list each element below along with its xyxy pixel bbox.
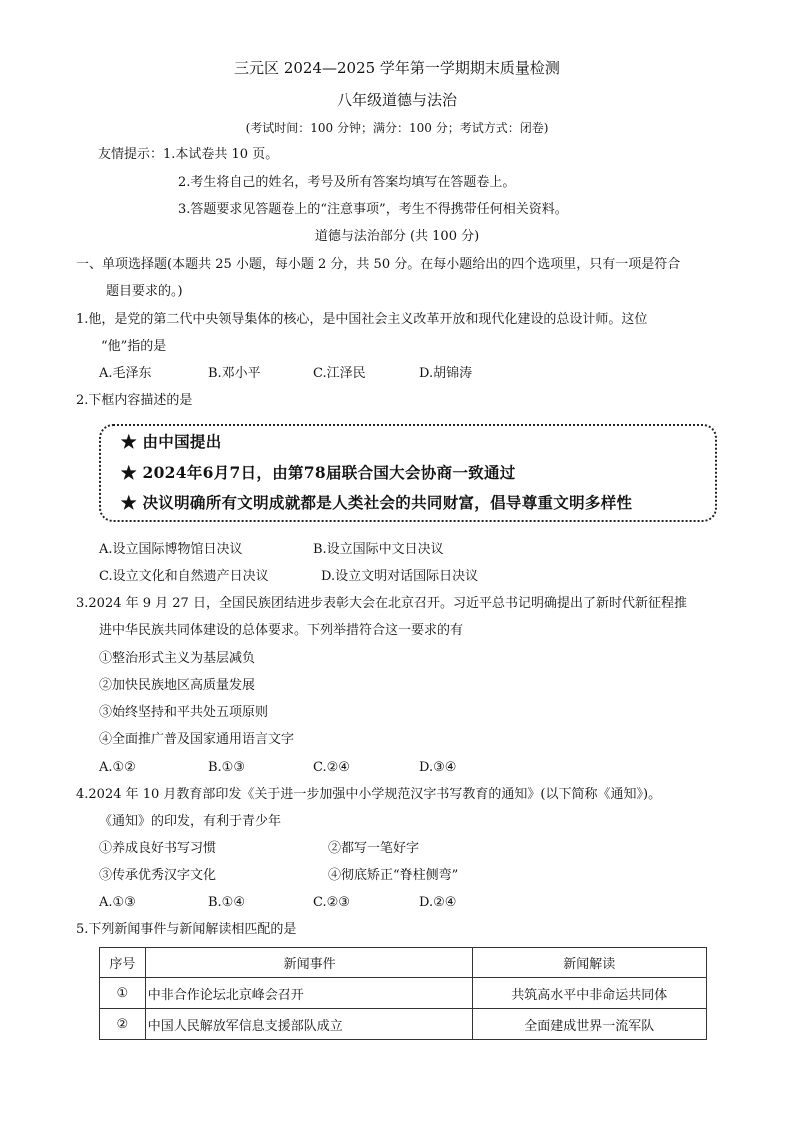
q5-news-table: [99, 947, 707, 1040]
notes-item3: 3.答题要求见答题卷上的“注意事项”，考生不得携带任何相关资料。: [178, 202, 568, 217]
q1-stem: 1.他，是党的第二代中央领导集体的核心，是中国社会主义改革开放和现代化建设的总设计师。这位: [76, 312, 648, 327]
table-header-row: [100, 948, 707, 978]
table-row: [100, 1009, 707, 1040]
q4-item-3: ③传承优秀汉字文化: [99, 868, 217, 883]
q3-option-b: B.①③: [208, 760, 245, 775]
q2-option-c: C.设立文化和自然遗产日决议: [99, 569, 269, 584]
q3-item-4: ④全面推广普及国家通用语言文字: [99, 732, 295, 747]
table-cell-index: ①: [100, 978, 146, 1009]
part-title: 道德与法治部分 (共 100 分): [314, 229, 480, 244]
q2-stem: 2.下框内容描述的是: [76, 393, 193, 408]
q1-option-a: A.毛泽东: [99, 366, 152, 381]
q2-box-line-1: ★ 由中国提出: [121, 432, 222, 451]
exam-title: 三元区 2024—2025 学年第一学期期末质量检测: [234, 59, 560, 77]
q1-option-b: B.邓小平: [208, 366, 261, 381]
q3-option-d: D.③④: [419, 760, 457, 775]
q2-option-b: B.设立国际中文日决议: [313, 542, 444, 557]
q3-item-1: ①整治形式主义为基层减负: [99, 651, 256, 666]
table-header-event: 新闻事件: [145, 948, 472, 978]
q3-option-c: C.②④: [313, 760, 350, 775]
exam-subject: 八年级道德与法治: [336, 91, 457, 109]
q4-stem-cont: 《通知》的印发，有利于青少年: [99, 814, 282, 829]
q2-option-a: A.设立国际博物馆日决议: [99, 542, 243, 557]
table-cell-interpretation: 共筑高水平中非命运共同体: [472, 978, 706, 1009]
table-cell-event: 中非合作论坛北京峰会召开: [145, 978, 472, 1009]
q4-option-a: A.①③: [99, 895, 136, 910]
q4-option-d: D.②④: [419, 895, 457, 910]
q1-option-d: D.胡锦涛: [419, 366, 473, 381]
q2-info-box: [99, 424, 717, 522]
q2-option-d: D.设立文明对话国际日决议: [321, 569, 479, 584]
table-header-interpretation: 新闻解读: [472, 948, 706, 978]
q4-item-4: ④彻底矫正“脊柱侧弯”: [328, 868, 459, 883]
q3-stem: 3.2024 年 9 月 27 日，全国民族团结进步表彰大会在北京召开。习近平总书记明确提出了新时代新征程推: [76, 596, 687, 611]
q4-item-2: ②都写一笔好字: [328, 841, 420, 856]
table-cell-event: 中国人民解放军信息支援部队成立: [145, 1009, 472, 1040]
q3-stem-cont: 进中华民族共同体建设的总体要求。下列举措符合这一要求的有: [99, 623, 464, 638]
q5-stem: 5.下列新闻事件与新闻解读相匹配的是: [76, 922, 297, 937]
q2-box-line-2: ★ 2024年6月7日，由第78届联合国大会协商一致通过: [121, 463, 516, 482]
q3-item-2: ②加快民族地区高质量发展: [99, 678, 256, 693]
q1-option-c: C.江泽民: [313, 366, 366, 381]
q4-stem: 4.2024 年 10 月教育部印发《关于进一步加强中小学规范汉字书写教育的通知》(以下简称《通知》)。: [76, 787, 662, 802]
exam-info: (考试时间：100 分钟；满分：100 分；考试方式：闭卷): [245, 121, 549, 135]
q4-option-c: C.②③: [313, 895, 350, 910]
notes-item2: 2.考生将自己的姓名，考号及所有答案均填写在答题卷上。: [178, 175, 516, 190]
notes-item1: 友情提示：1.本试卷共 10 页。: [98, 147, 279, 162]
q1-stem-cont: “他”指的是: [101, 339, 167, 354]
q3-item-3: ③始终坚持和平共处五项原则: [99, 705, 269, 720]
q2-box-line-3: ★ 决议明确所有文明成就都是人类社会的共同财富，倡导尊重文明多样性: [121, 493, 633, 512]
table-header-index: 序号: [100, 948, 146, 978]
table-cell-interpretation: 全面建成世界一流军队: [472, 1009, 706, 1040]
table-row: [100, 978, 707, 1009]
table-cell-index: ②: [100, 1009, 146, 1040]
q4-item-1: ①养成良好书写习惯: [99, 841, 217, 856]
q3-option-a: A.①②: [99, 760, 136, 775]
q4-option-b: B.①④: [208, 895, 245, 910]
section1-heading: 一、单项选择题(本题共 25 小题，每小题 2 分，共 50 分。在每小题给出的四个选项里，只有一项是符合: [76, 257, 681, 272]
section1-heading-cont: 题目要求的。): [106, 284, 183, 299]
